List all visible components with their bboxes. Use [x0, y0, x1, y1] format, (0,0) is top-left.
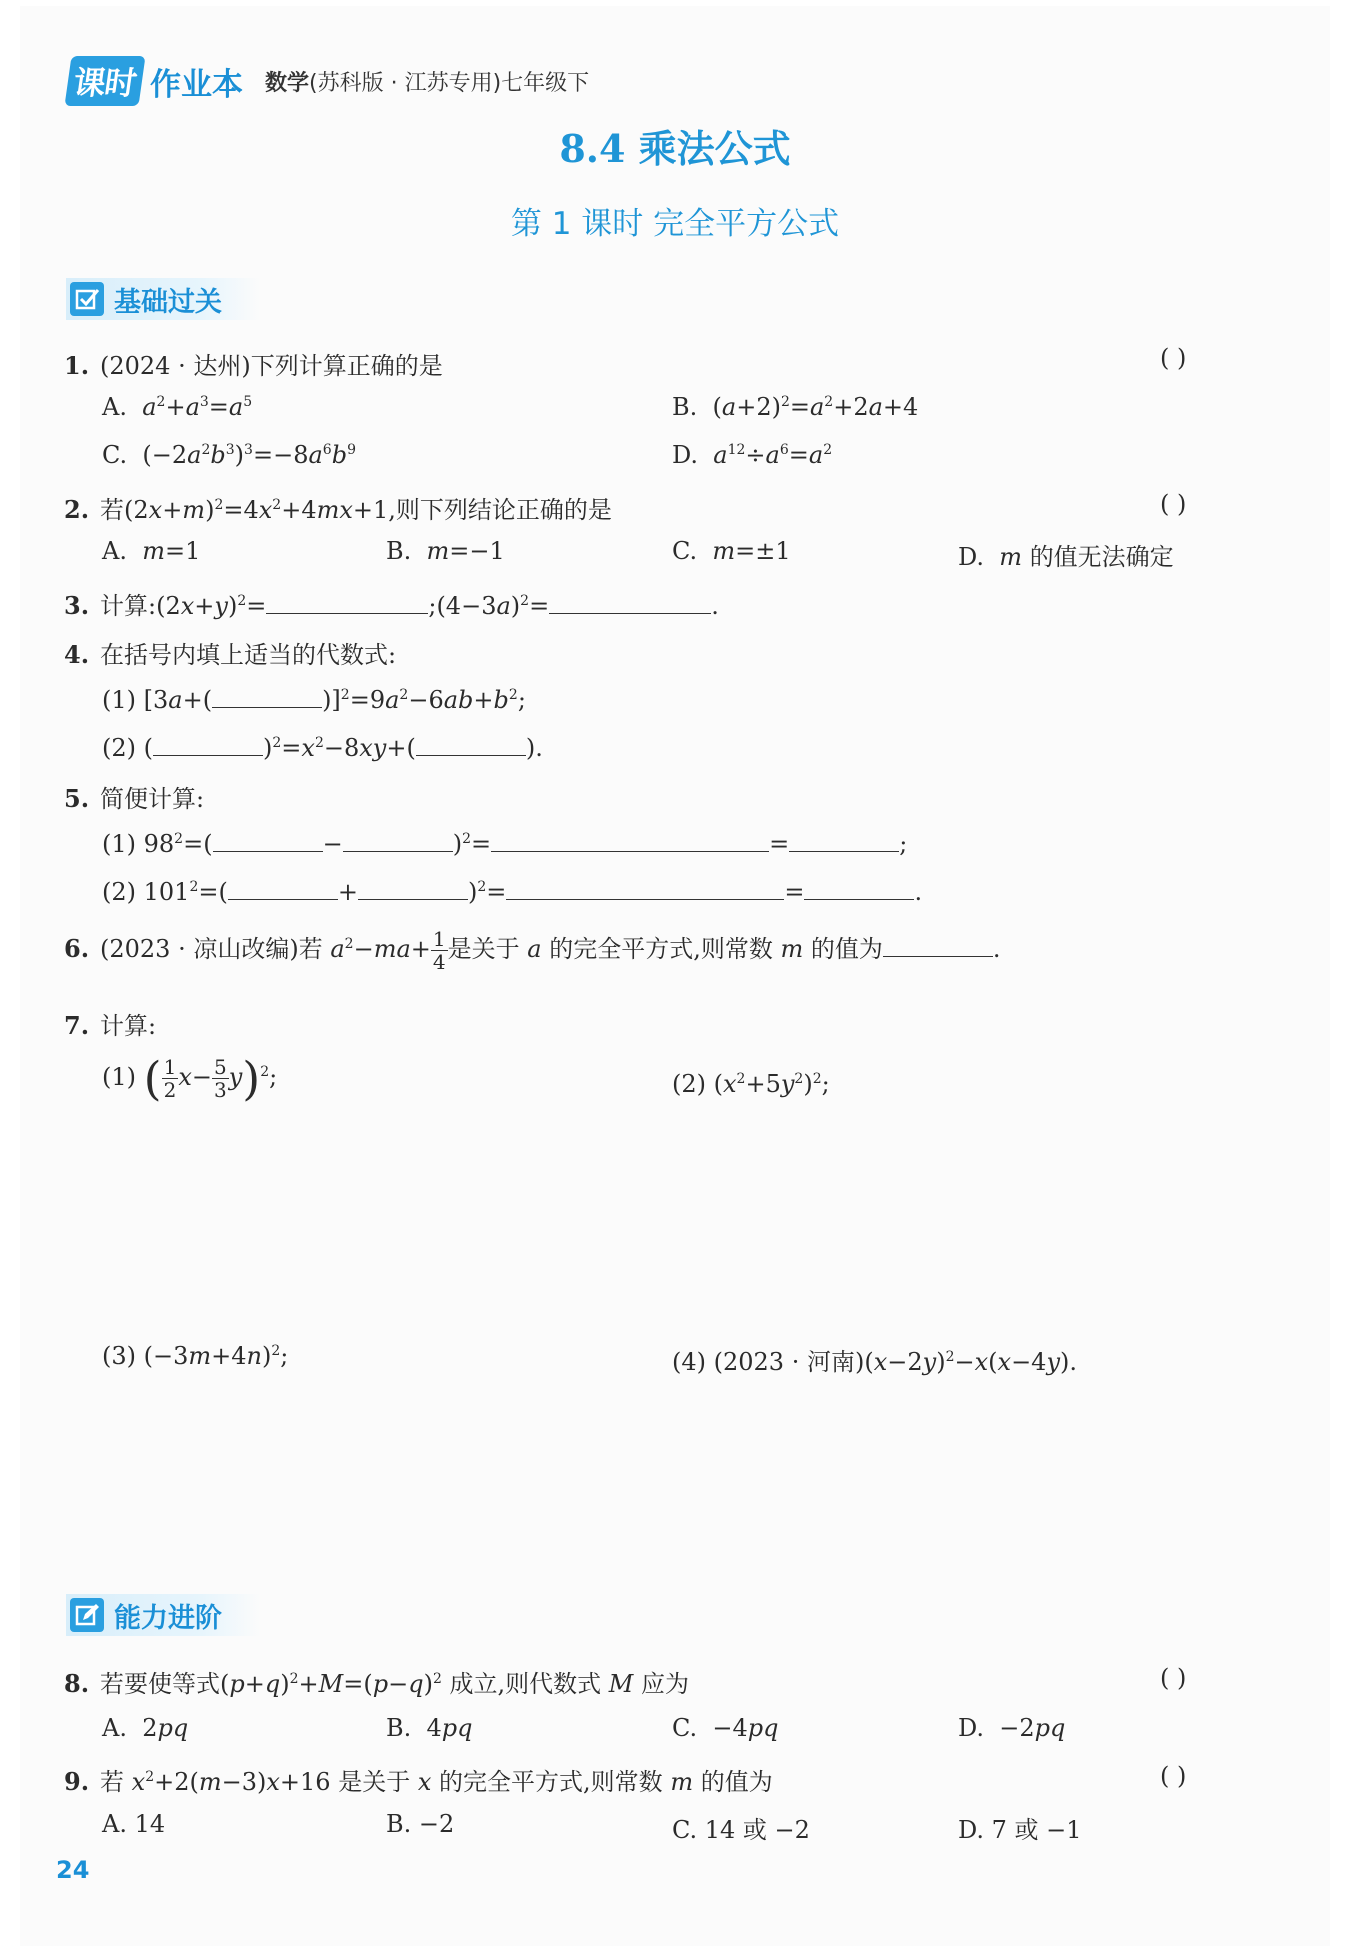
question-9: 9. 若 $x^2+2(m-3)x+16$ 是关于 x 的完全平方式,则常数 m 的值为: [64, 1767, 773, 1796]
question-4: 4. 在括号内填上适当的代数式:: [64, 640, 397, 669]
option-c[interactable]: C. $(-2a^2b^3)^3=-8a^6b^9$: [102, 441, 356, 469]
question-3: 3. 计算$:(2x+y)^2=$ $;(4-3a)^2=$ .: [64, 591, 719, 620]
question-2: 2. 若$(2x+m)^2=4x^2+4mx+1$,则下列结论正确的是: [64, 495, 612, 524]
option-a[interactable]: A. 14: [102, 1810, 166, 1838]
option-b[interactable]: B. −2: [386, 1810, 455, 1838]
q7-part-3: (3) $(-3m+4n)^2$;: [102, 1342, 289, 1370]
logo-mark: 课时: [64, 56, 145, 106]
answer-blank[interactable]: [358, 875, 468, 900]
checkbox-icon: [70, 282, 104, 316]
q4-part-2: (2) ( )$^2=x^2-8xy+$( ).: [102, 731, 543, 762]
option-b[interactable]: B. 4pq: [386, 1714, 473, 1742]
option-a[interactable]: A. $a^2+a^3=a^5$: [102, 393, 253, 421]
section-band-advance: [66, 1594, 260, 1636]
pencil-icon: [70, 1598, 104, 1632]
band-label: 能力进阶: [114, 1602, 222, 1634]
answer-blank[interactable]: [883, 932, 993, 957]
answer-blank[interactable]: [506, 875, 784, 900]
answer-blank[interactable]: [343, 827, 453, 852]
lesson-title: 第 1 课时 完全平方公式: [510, 206, 840, 242]
q4-part-1: (1) [3a+( )]$^2=9a^2-6ab+b^2$;: [102, 683, 526, 714]
option-d[interactable]: D. $a^{12}\div a^6=a^2$: [672, 441, 833, 469]
q5-part-1: (1) $98^2=( - )^2=$ = ;: [102, 827, 907, 858]
answer-blank[interactable]: [153, 731, 263, 756]
page-number: 24: [56, 1856, 90, 1884]
answer-blank[interactable]: [491, 827, 769, 852]
question-8: 8. 若要使等式$(p+q)^2+M=(p-q)^2$ 成立,则代数式 M 应为: [64, 1669, 689, 1698]
logo-text: 作业本: [150, 66, 244, 103]
option-c[interactable]: C. m=±1: [672, 537, 791, 565]
option-c[interactable]: C. −4pq: [672, 1714, 779, 1742]
option-d[interactable]: D. m 的值无法确定: [958, 543, 1174, 571]
option-b[interactable]: B. $(a+2)^2=a^2+2a+4$: [672, 393, 919, 421]
band-label: 基础过关: [114, 286, 222, 318]
question-6: 6. (2023 · 凉山改编)若 $a^2-ma+$ $\frac{1}{4}$ 是关于 a 的完全平方式,则常数 m 的值为 .: [64, 927, 1001, 974]
q7-part-4: (4) (2023 · 河南)$(x-2y)^2-x(x-4y)$.: [672, 1348, 1078, 1376]
q7-part-2: (2) $(x^2+5y^2)^2$;: [672, 1070, 830, 1098]
option-d[interactable]: D. −2pq: [958, 1714, 1066, 1742]
answer-paren[interactable]: ( ): [1160, 490, 1187, 518]
question-7: 7. 计算:: [64, 1011, 157, 1040]
book-title: 数学(苏科版 · 江苏专用)七年级下: [265, 70, 590, 96]
answer-blank[interactable]: [213, 827, 323, 852]
option-b[interactable]: B. m=−1: [386, 537, 505, 565]
option-c[interactable]: C. 14 或 −2: [672, 1816, 810, 1844]
q5-part-2: (2) $101^2=( + )^2=$ = .: [102, 875, 922, 906]
question-1: 1. (2024 · 达州)下列计算正确的是: [64, 351, 443, 380]
option-a[interactable]: A. 2pq: [102, 1714, 189, 1742]
answer-paren[interactable]: ( ): [1160, 344, 1187, 372]
option-a[interactable]: A. m=1: [102, 537, 201, 565]
answer-blank[interactable]: [804, 875, 914, 900]
answer-blank[interactable]: [416, 731, 526, 756]
answer-blank[interactable]: [549, 589, 711, 614]
q7-part-1: (1) ( $\frac{1}{2}$ x− $\frac{5}{3}$ y)$^2$;: [102, 1051, 278, 1106]
header: [68, 56, 589, 106]
section-band-basic: [66, 278, 260, 320]
section-title: 8.4 乘法公式: [559, 126, 791, 171]
answer-blank[interactable]: [789, 827, 899, 852]
answer-paren[interactable]: ( ): [1160, 1762, 1187, 1790]
question-5: 5. 简便计算:: [64, 784, 205, 813]
answer-paren[interactable]: ( ): [1160, 1664, 1187, 1692]
answer-blank[interactable]: [266, 589, 428, 614]
answer-blank[interactable]: [212, 683, 322, 708]
answer-blank[interactable]: [228, 875, 338, 900]
option-d[interactable]: D. 7 或 −1: [958, 1816, 1082, 1844]
